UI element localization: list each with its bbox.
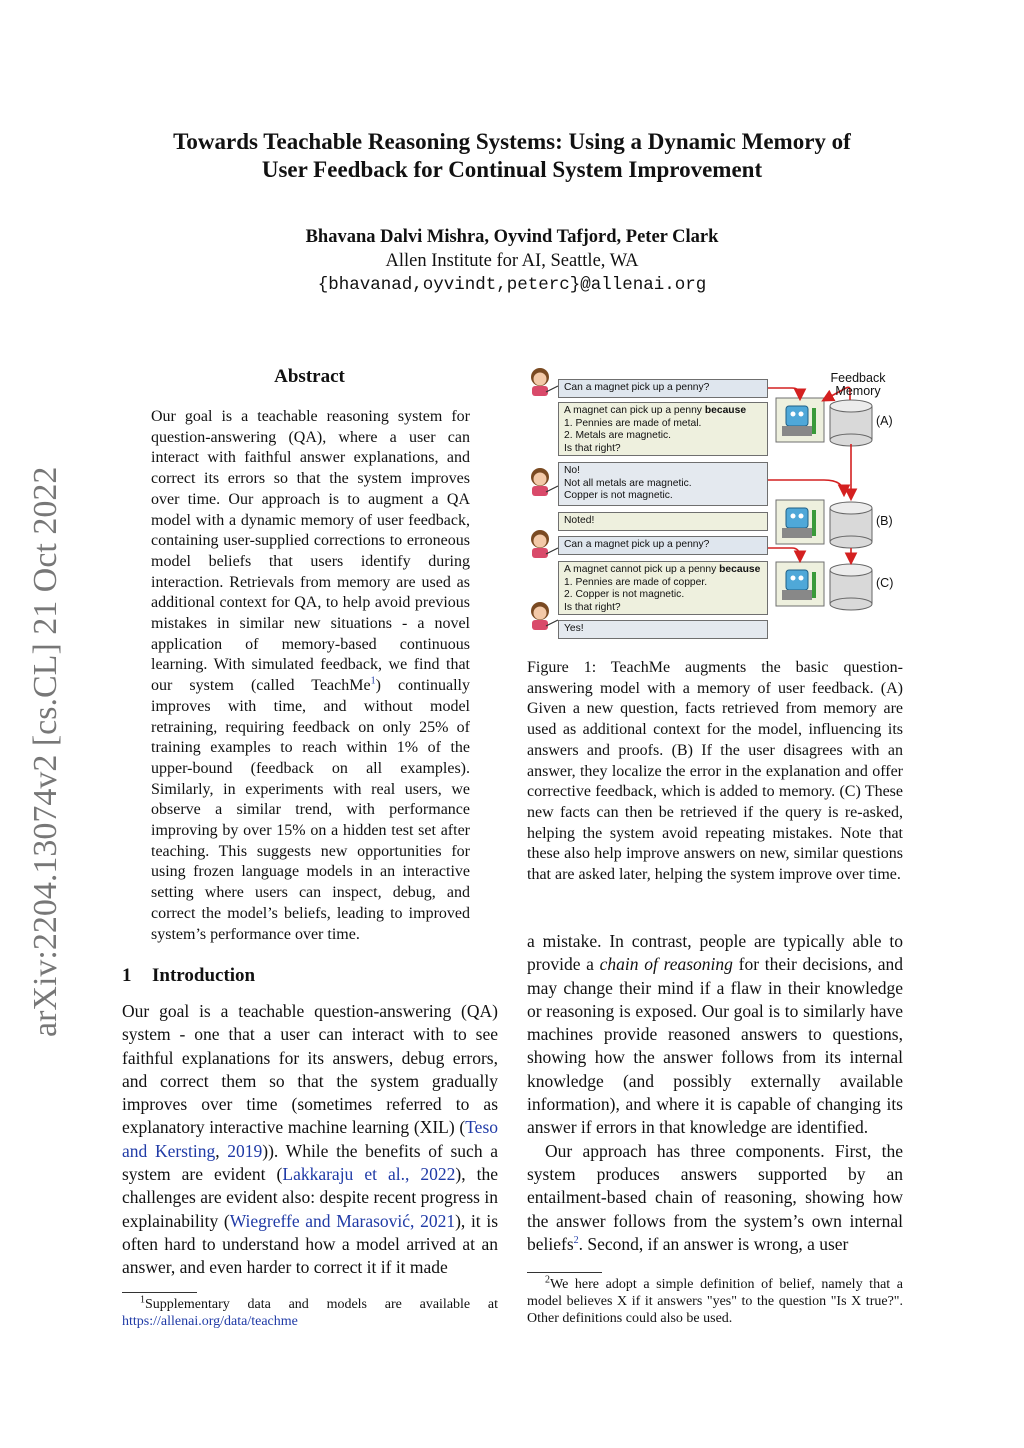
abstract-heading: Abstract (274, 366, 345, 387)
text-run: , (215, 1140, 228, 1161)
question-bubble: Can a magnet pick up a penny? (558, 536, 768, 555)
text-run: for their decisions, and may change their mind if a flaw in their knowledge or reasoning is exposed. Our goal is to similarly have machines provide reasoned answers to questions, showing how the answer follows from its internal knowledge (and possibly externally available information), and where it is capable of changing its answer if errors in that knowledge are identified. (527, 954, 904, 1138)
footnote-left (122, 1292, 498, 1330)
memory-title (820, 372, 896, 398)
emphasis-text: chain of reasoning (599, 954, 733, 975)
answer-lead: A magnet can pick up a penny (564, 405, 705, 416)
model-robot-icon (776, 500, 824, 544)
abstract-text (151, 407, 470, 945)
footnote-right (527, 1272, 903, 1327)
citation-teso[interactable]: Teso and Kersting (122, 1117, 498, 1161)
memory-cylinder-icon (830, 400, 872, 446)
noted-bubble: Noted! (558, 512, 768, 531)
user-avatar-icon (531, 368, 558, 396)
citation-wiegreffe[interactable]: Wiegreffe and Marasović, 2021 (229, 1210, 456, 1231)
feedback-bubble (558, 462, 768, 506)
model-robot-icon (776, 562, 824, 606)
text-run: Our approach has three components. First, the system produces answers supported by an entailment-based chain of reasoning, showing how the answer follows from the system’s own internal beliefs (527, 1140, 903, 1254)
footnote-2-text: We here adopt a simple definition of belief, namely that a model believes X if it answers "yes" to the question "Is X true?". Other definitions could also be used. (527, 1277, 903, 1326)
intro-paragraph-1 (122, 1000, 498, 1280)
title-line-1: Towards Teachable Reasoning Systems: Using a Dynamic Memory of (173, 129, 851, 154)
answer-bubble (558, 402, 768, 456)
intro-left-column (122, 1000, 498, 1280)
question-bubble: Can a magnet pick up a penny? (558, 379, 768, 398)
text-run: ), it is often hard to understand how a model arrived at an answer, and even harder to correct it if it made (122, 1210, 499, 1278)
title-line-2: User Feedback for Continual System Improvement (261, 157, 763, 182)
answer-bubble (558, 561, 768, 615)
footnote-mark-1[interactable]: 1 (370, 675, 376, 687)
intro-right-paragraph-2 (527, 1140, 903, 1256)
text-run: )). While the benefits of such a system are evident ( (122, 1140, 499, 1185)
authors: Bhavana Dalvi Mishra, Oyvind Tafjord, Peter Clark (305, 227, 719, 247)
feedback-line: No! (564, 465, 581, 476)
footnote-1 (122, 1296, 498, 1330)
section-heading (122, 965, 255, 987)
user-avatar-icon (531, 602, 558, 630)
user-avatar-icon (531, 468, 558, 496)
memory-title-line-1: Feedback (830, 371, 886, 385)
answer-line: 2. Metals are magnetic. (564, 430, 672, 441)
intro-right-column (527, 930, 903, 1256)
footnote-1-link[interactable]: https://allenai.org/data/teachme (122, 1314, 298, 1329)
answer-line: Is that right? (564, 601, 621, 613)
text-run: a mistake. In contrast, people are typically able to provide a (527, 931, 903, 975)
text-run: Our goal is a teachable question-answering (QA) system - one that a user can interact with to see faithful explanations for its answers, debug errors, and correct them so that the system gradually improves over time (sometimes referred to as explanatory interactive machine learning (XIL) ( (122, 1001, 498, 1138)
footnote-2 (527, 1276, 903, 1327)
text-run: . Second, if an answer is wrong, a user (578, 1233, 849, 1254)
model-robot-icon (776, 398, 824, 442)
figure-caption: Figure 1: TeachMe augments the basic question-answering model with a memory of user feedback. (A) Given a new question, facts retrieved from memory are used as additional context for the model, influencing its answers and proofs. (B) If the user disagrees with an answer, they localize the error in the explanation and offer corrective feedback, which is added to memory. (C) These new facts can then be retrieved if the query is re-asked, helping the system avoid repeating mistakes. Note that these also help improve answers on new, similar questions that are asked later, helping the system improve over time. (527, 659, 903, 884)
answer-lead: A magnet cannot pick up a penny (564, 564, 720, 575)
citation-teso-year[interactable]: 2019 (227, 1140, 263, 1161)
figure-label-c: (C) (876, 576, 894, 590)
section-title: Introduction (152, 965, 256, 986)
footnote-rule (122, 1292, 197, 1293)
abstract-part-1: Our goal is a teachable reasoning system for question-answering (QA), where a user can interact with faithful answer explanations, and correct its errors so that the system improves over time. Our approach is to augment a QA model with a dynamic memory of user feedback, containing user-supplied corrections to erroneous model beliefs that users identify during interaction. Retrievals from memory are used as additional context for QA, to help avoid previous mistakes in similar new situations - a novel application of memory-based continuous learning. With simulated feedback, we find that our system (called TeachMe (151, 408, 470, 695)
abstract-part-2: ) continually improves with time, and without model retraining, requiring feedback on only 25% of training examples to reach within 1% of the upper-bound (feedback on all examples). Similarly, in experiments with real users, we observe a similar trend, with performance improving by over 15% on a hidden test set after teaching. This suggests new opportunities for using frozen language models in an interactive setting where users can inspect, debug, and correct the model’s beliefs, leading to improved system’s performance over time. (151, 677, 471, 943)
answer-line: 2. Copper is not magnetic. (564, 589, 685, 600)
answer-because: because (704, 405, 747, 416)
footnote-rule (527, 1272, 602, 1273)
affiliation: Allen Institute for AI, Seattle, WA (385, 251, 639, 271)
figure-1 (524, 364, 908, 644)
figure-label-b: (B) (876, 514, 893, 528)
feedback-line: Copper is not magnetic. (564, 490, 673, 501)
yes-bubble: Yes! (558, 620, 768, 639)
arxiv-stamp: arXiv:2204.13074v2 [cs.CL] 21 Oct 2022 (27, 466, 64, 1038)
footnote-1-text: Supplementary data and models are available at (145, 1297, 498, 1312)
answer-line: Is that right? (564, 442, 621, 454)
email: {bhavanad,oyvindt,peterc}@allenai.org (317, 275, 707, 295)
text-run: ), the challenges are evident also: despite recent progress in explainability ( (122, 1164, 498, 1231)
section-number: 1 (122, 965, 132, 986)
paper-title (120, 128, 904, 184)
answer-line: 1. Pennies are made of metal. (564, 417, 702, 429)
answer-line: 1. Pennies are made of copper. (564, 576, 708, 588)
memory-title-line-2: Memory (835, 384, 881, 398)
user-avatar-icon (531, 530, 558, 558)
citation-lakkaraju[interactable]: Lakkaraju et al., 2022 (282, 1164, 456, 1185)
figure-label-a: (A) (876, 414, 893, 428)
footnote-1-mark: 1 (140, 1294, 145, 1306)
footnote-2-mark: 2 (545, 1274, 550, 1286)
memory-cylinder-icon (830, 564, 872, 610)
answer-because: because (719, 564, 761, 575)
feedback-line: Not all metals are magnetic. (564, 477, 692, 489)
intro-right-paragraph-1 (527, 930, 903, 1140)
footnote-mark-2[interactable]: 2 (573, 1235, 579, 1247)
memory-cylinder-icon (830, 502, 872, 548)
